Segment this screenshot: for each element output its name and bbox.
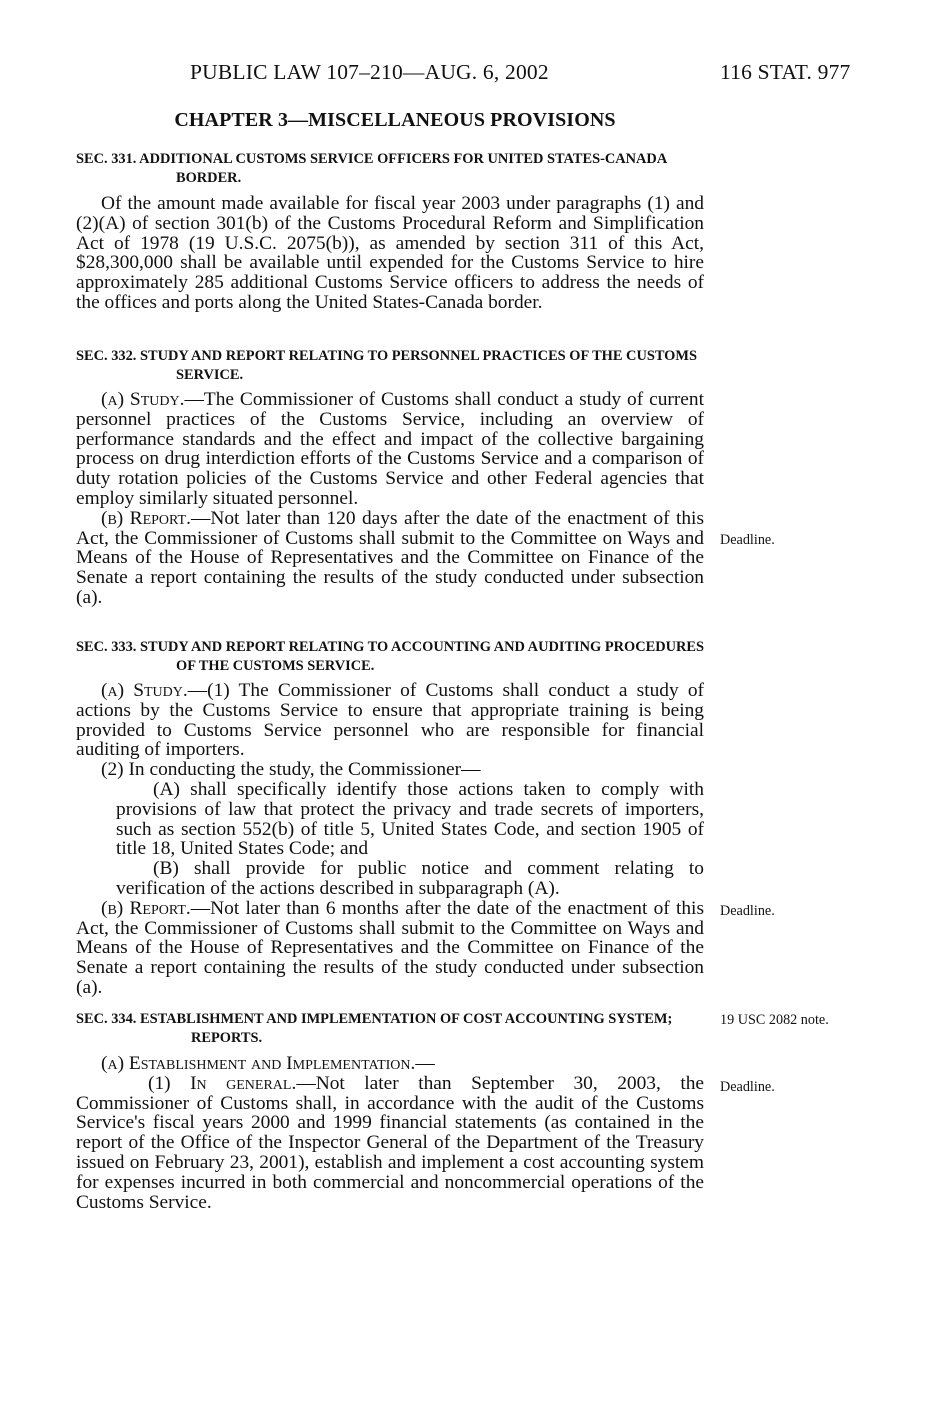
section-333-subsection-b [76, 899, 704, 998]
section-332-heading: SEC. 332. STUDY AND REPORT RELATING TO PERSONNEL PRACTICES OF THE CUSTOMS SERVICE. [76, 348, 697, 383]
section-332-subsection-a [76, 390, 704, 509]
chapter-heading: CHAPTER 3—MISCELLANEOUS PROVISIONS [174, 109, 616, 131]
margin-note-usc-citation: 19 USC 2082 note. [720, 1012, 829, 1028]
margin-note-deadline-333: Deadline. [720, 903, 775, 919]
paragraph-1-text: —Not later than September 30, 2003, the Commissioner of Customs shall, in accordance with the audit of the Customs Service's fiscal years 2000 and 1999 financial statements (as contained in the report of the Office of the Inspector General of the Department of the Treasury issued on February 23, 2001), establish and implement a cost accounting system for expenses incurred in both commercial and noncommercial operations of the Customs Service. [76, 1072, 705, 1213]
margin-note-deadline-334: Deadline. [720, 1079, 775, 1095]
section-333-paragraph-2: (2) In conducting the study, the Commissioner— [101, 759, 481, 781]
margin-note-deadline-332: Deadline. [720, 532, 775, 548]
section-332 [76, 347, 704, 385]
section-333-subparagraph-A: (A) shall specifically identify those actions taken to comply with provisions of law that protect the privacy and trade secrets of importers, such as section 552(b) of title 5, United States Code, and section 1905 of title 18, United States Code; and [116, 778, 704, 860]
subsection-b-text: —Not later than 120 days after the date of the enactment of this Act, the Commissioner of Customs shall submit to the Committee on Ways and Means of the House of Representatives and the Committee on Finance of the Senate a report containing the results of the study conducted under subsection (a). [76, 507, 704, 608]
section-331-paragraph: Of the amount made available for fiscal year 2003 under paragraphs (1) and (2)(A) of section 301(b) of the Customs Procedural Reform and Simplification Act of 1978 (19 U.S.C. 2075(b)), as amended by section 311 of this Act, $28,300,000 shall be available until expended for the Customs Service to hire approximately 285 additional Customs Service officers to address the needs of the offices and ports along the United States-Canada border. [76, 193, 704, 313]
section-332-body [76, 390, 704, 608]
section-333-subsection-a [76, 681, 704, 760]
subsection-b-label: (b) Report. [101, 897, 191, 919]
subsection-a-label: (a) Study. [101, 680, 188, 701]
subsection-a-label: (a) Study. [101, 389, 185, 410]
section-331 [76, 150, 704, 188]
page-stat-citation: 116 STAT. 977 [720, 60, 851, 84]
section-333-subparagraph-B: (B) shall provide for public notice and comment relating to verification of the actions described in subparagraph (A). [116, 858, 704, 899]
subsection-a-text: —(1) The Commissioner of Customs shall conduct a study of actions by the Customs Service to ensure that appropriate training is being provided to Customs Service personnel who are responsible for financial auditing of importers. [76, 680, 704, 761]
section-332-subsection-b [76, 509, 704, 608]
section-331-body [76, 194, 704, 313]
section-334-body [76, 1054, 704, 1212]
section-333-body [76, 681, 704, 998]
section-333-heading: SEC. 333. STUDY AND REPORT RELATING TO ACCOUNTING AND AUDITING PROCEDURES OF THE CUSTOMS SERVICE. [76, 639, 704, 674]
paragraph-1-label: (1) In general. [148, 1072, 297, 1094]
section-334-heading: SEC. 334. ESTABLISHMENT AND IMPLEMENTATION OF COST ACCOUNTING SYSTEM; REPORTS. [76, 1011, 673, 1046]
section-334-subsection-a [76, 1054, 704, 1074]
section-334 [76, 1010, 704, 1048]
subsection-b-label: (b) Report. [101, 507, 191, 529]
running-head-title: PUBLIC LAW 107–210—AUG. 6, 2002 [190, 60, 549, 84]
section-333 [76, 638, 704, 676]
section-331-heading: SEC. 331. ADDITIONAL CUSTOMS SERVICE OFFICERS FOR UNITED STATES-CANADA BORDER. [76, 151, 667, 186]
subsection-b-text: —Not later than 6 months after the date of the enactment of this Act, the Commissioner of Customs shall submit to the Committee on Ways and Means of the House of Representatives and the Committee on Finance of the Senate a report containing the results of the study conducted under subsection (a). [76, 897, 704, 998]
subsection-a-heading: (a) Establishment and Implementation.— [101, 1053, 435, 1074]
section-334-paragraph-1 [76, 1074, 704, 1213]
subsection-a-text: —The Commissioner of Customs shall conduct a study of current personnel practices of the Customs Service, including an overview of performance standards and the effect and impact of the collective bargaining process on drug interdiction efforts of the Customs Service and a comparison of duty rotation policies of the Customs Service and other Federal agencies that employ similarly situated personnel. [76, 389, 704, 509]
